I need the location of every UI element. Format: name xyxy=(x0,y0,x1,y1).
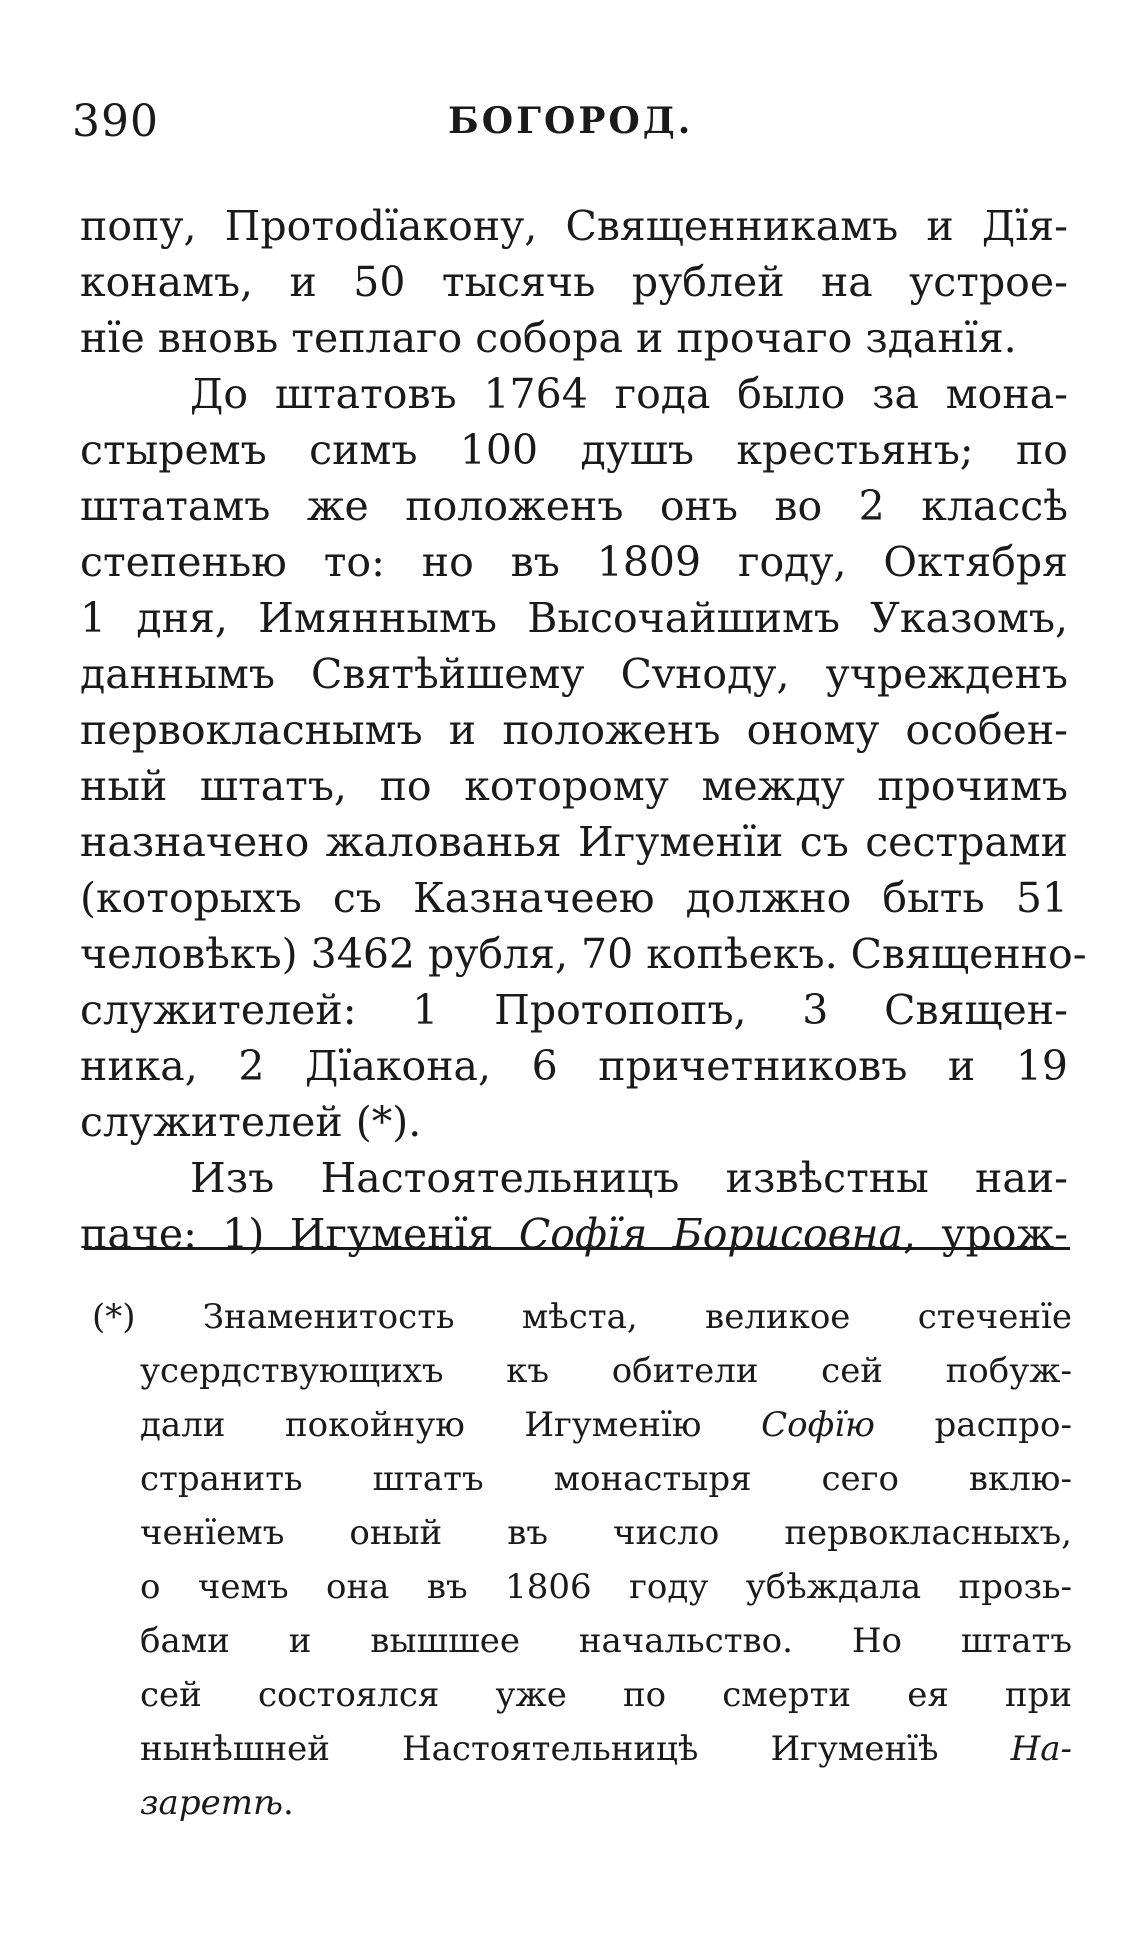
paragraph-start-line: Изъ Настоятельницъ извѣстны наи- xyxy=(190,1154,1068,1202)
text-line: назначено жалованья Игуменїи съ сестрами xyxy=(80,818,1068,866)
running-head: БОГОРОД. xyxy=(448,100,694,142)
footnote-line xyxy=(92,1398,1072,1452)
text-segment: , урож- xyxy=(903,1210,1068,1258)
footnote-line: ченїемъ оный въ число первокласныхъ, xyxy=(140,1513,1072,1553)
text-line: штатамъ же положенъ онъ во 2 классѣ xyxy=(80,482,1068,530)
footnote-line: бами и вышшее начальство. Но штатъ xyxy=(140,1621,1072,1661)
text-line: даннымъ Святѣйшему Сvноду, учрежденъ xyxy=(80,650,1068,698)
text-line: конамъ, и 50 тысячь рублей на устрое- xyxy=(80,258,1068,306)
text-line: попу, Протоdїакону, Священникамъ и Дїя- xyxy=(80,202,1068,250)
italic-name: Софїю xyxy=(761,1405,875,1445)
text-line: ника, 2 Дїакона, 6 причетниковъ и 19 xyxy=(80,1042,1068,1090)
footnote-line: странить штатъ монастыря сего вклю- xyxy=(140,1459,1072,1499)
footnote-line: сей состоялся уже по смерти ея при xyxy=(140,1675,1072,1715)
text-line: первокласнымъ и положенъ оному особен- xyxy=(80,706,1068,754)
text-line: человѣкъ) 3462 рубля, 70 копѣекъ. Священно- xyxy=(80,930,1087,978)
footnote-line: усердствующихъ къ обители сей побуж- xyxy=(140,1351,1072,1391)
footnote-line: о чемъ она въ 1806 году убѣждала прозь- xyxy=(140,1567,1072,1607)
text-line: 1 дня, Имяннымъ Высочайшимъ Указомъ, xyxy=(80,594,1068,642)
text-line: нїе вновь теплаго собора и прочаго зданїя. xyxy=(80,314,1017,362)
italic-name: На- xyxy=(1010,1729,1072,1769)
text-line: степенью то: но въ 1809 году, Октября xyxy=(80,538,1068,586)
main-text xyxy=(80,198,1087,1262)
footnote-line: (*) Знаменитость мѣста, великое стеченїе xyxy=(92,1297,1072,1337)
text-segment: дали покойную Игуменїю xyxy=(140,1405,762,1445)
text-line: (которыхъ съ Казначеею должно быть 51 xyxy=(80,874,1068,922)
text-segment: распро- xyxy=(874,1405,1072,1445)
italic-name: заретѣ xyxy=(140,1783,283,1823)
text-line: служителей (*). xyxy=(80,1098,422,1146)
footnote xyxy=(92,1290,1072,1830)
footnote-separator xyxy=(84,1247,1070,1250)
text-line: служителей: 1 Протопопъ, 3 Священ- xyxy=(80,986,1068,1034)
italic-name: Софїя Борисовна xyxy=(518,1210,904,1258)
footnote-line xyxy=(92,1776,1072,1830)
footnote-line xyxy=(92,1722,1072,1776)
text-line: ный штатъ, по которому между прочимъ xyxy=(80,762,1068,810)
text-segment: . xyxy=(282,1783,294,1823)
text-segment: паче: 1) Игуменїя xyxy=(80,1210,519,1258)
text-segment: нынѣшней Настоятельницѣ Игуменїѣ xyxy=(140,1729,1011,1769)
text-line: стыремъ симъ 100 душъ крестьянъ; по xyxy=(80,426,1068,474)
page-number: 390 xyxy=(72,96,159,147)
text-line-with-name xyxy=(80,1206,1068,1262)
paragraph-start-line: До штатовъ 1764 года было за мона- xyxy=(190,370,1068,418)
